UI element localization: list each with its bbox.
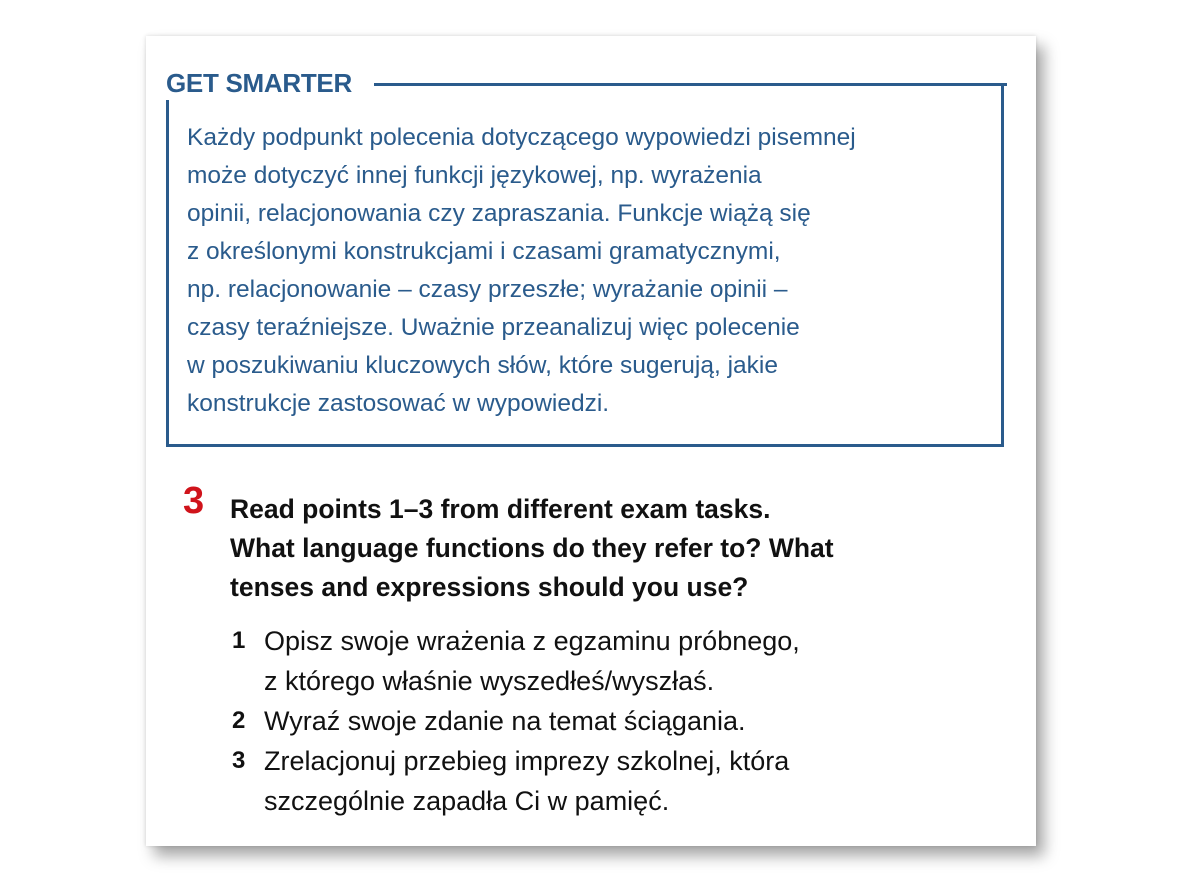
task-number: 1 <box>232 627 246 654</box>
tip-line: może dotyczyć innej funkcji językowej, np. wyrażenia <box>187 162 762 189</box>
tip-text <box>187 119 999 423</box>
tip-line: w poszukiwaniu kluczowych słów, które sugerują, jakie <box>187 352 778 379</box>
tip-line: z określonymi konstrukcjami i czasami gramatycznymi, <box>187 238 781 265</box>
task-item <box>230 621 800 701</box>
exercise-number: 3 <box>183 480 205 522</box>
instruction-line: tenses and expressions should you use? <box>230 572 749 602</box>
task-line: Opisz swoje wrażenia z egzaminu próbnego, <box>264 626 800 656</box>
task-line: szczególnie zapadła Ci w pamięć. <box>264 786 670 816</box>
instruction-line: What language functions do they refer to? What <box>230 533 834 563</box>
tip-line: czasy teraźniejsze. Uważnie przeanalizuj więc polecenie <box>187 314 800 341</box>
task-list <box>230 621 800 821</box>
task-number: 3 <box>232 747 246 774</box>
exercise-instruction <box>230 490 834 607</box>
instruction-line: Read points 1–3 from different exam tasks. <box>230 494 771 524</box>
tip-title: GET SMARTER <box>166 66 360 100</box>
tip-line: np. relacjonowanie – czasy przeszłe; wyrażanie opinii – <box>187 276 788 303</box>
task-line: z którego właśnie wyszedłeś/wyszłaś. <box>264 666 715 696</box>
task-number: 2 <box>232 707 246 734</box>
tip-line: Każdy podpunkt polecenia dotyczącego wypowiedzi pisemnej <box>187 124 856 151</box>
tip-line: opinii, relacjonowania czy zapraszania. Funkcje wiążą się <box>187 200 811 227</box>
tip-line: konstrukcje zastosować w wypowiedzi. <box>187 390 610 417</box>
task-item <box>230 741 800 821</box>
tip-box-top-rule <box>374 83 1007 86</box>
task-line: Wyraź swoje zdanie na temat ściągania. <box>264 706 746 736</box>
task-item <box>230 701 800 741</box>
task-line: Zrelacjonuj przebieg imprezy szkolnej, która <box>264 746 790 776</box>
